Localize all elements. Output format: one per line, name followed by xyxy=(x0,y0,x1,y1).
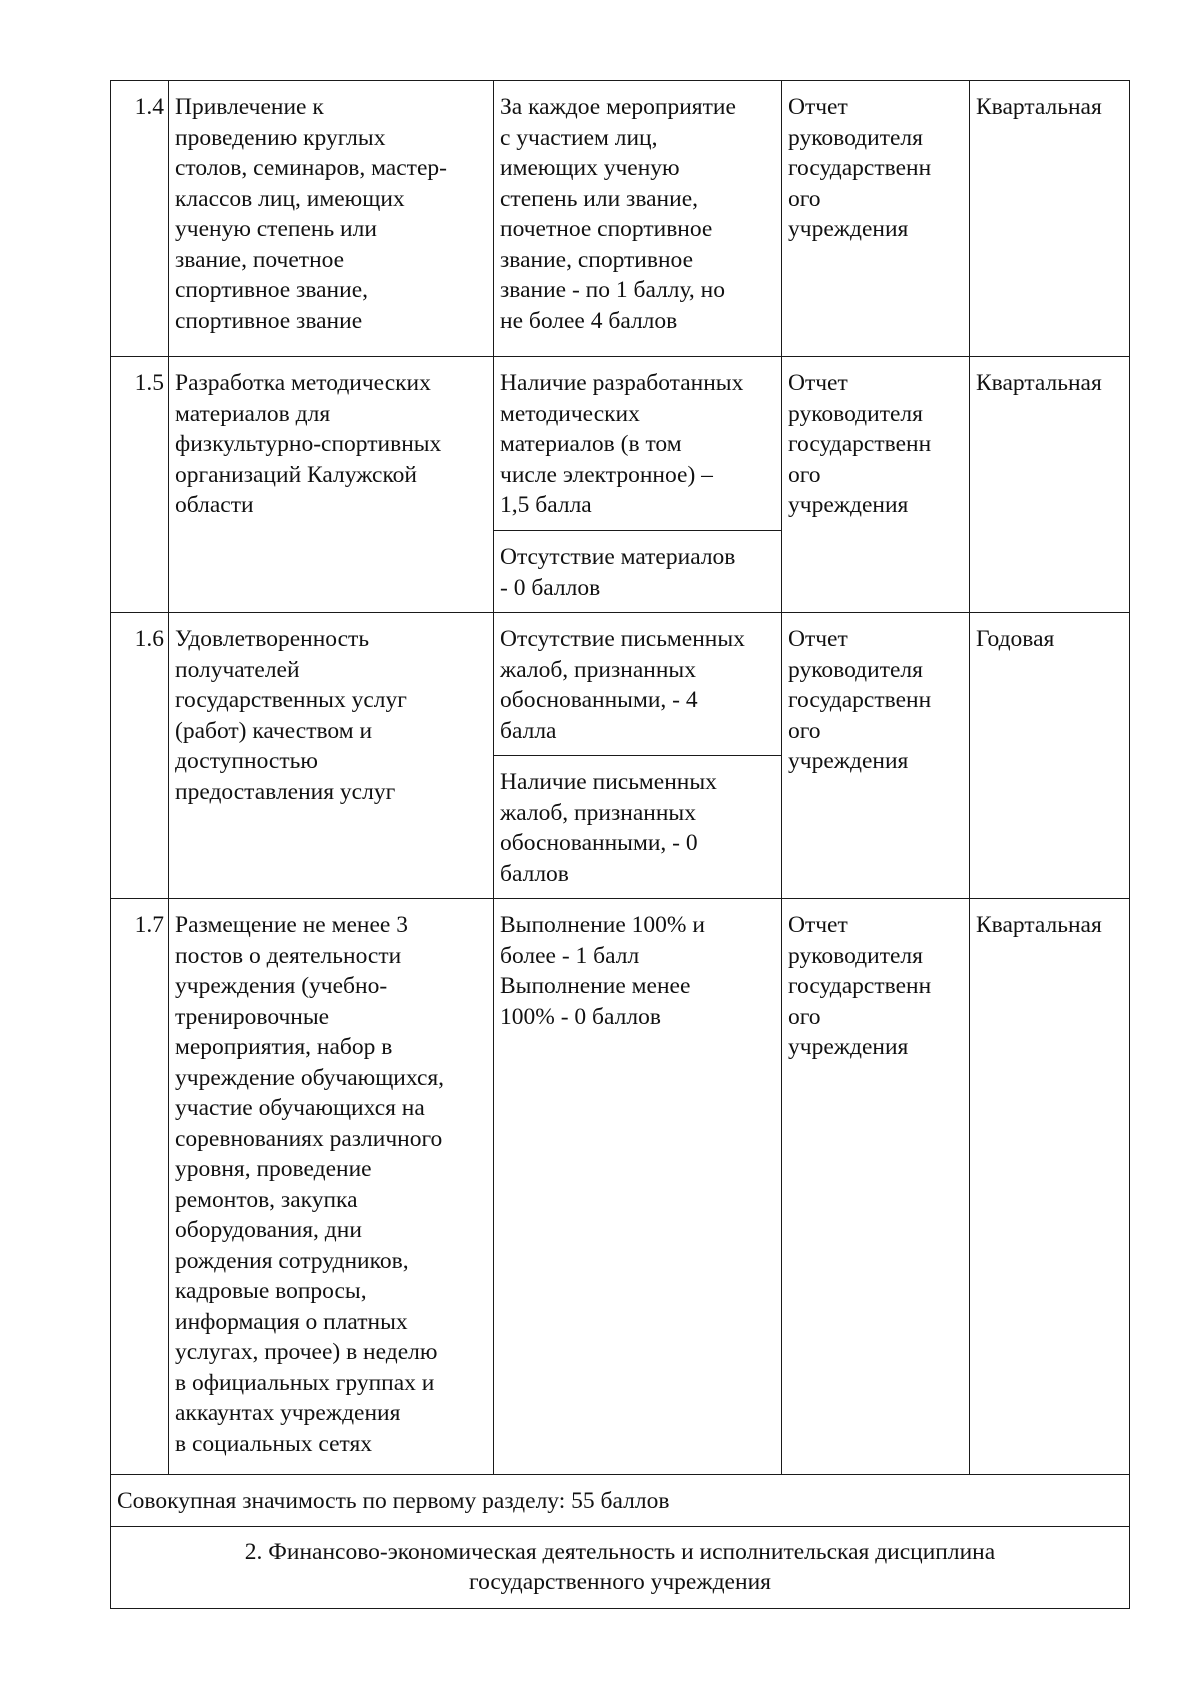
row-number: 1.7 xyxy=(111,899,169,1475)
document-page xyxy=(110,80,1129,1609)
source-cell: Отчет руководителя государственн ого учреждения xyxy=(782,613,970,899)
criteria-cell: За каждое мероприятие с участием лиц, имеющих ученую степень или звание, почетное спортивное звание, спортивное звание - по 1 баллу, но не более 4 баллов xyxy=(494,81,782,357)
criteria-cell: Наличие письменных жалоб, признанных обоснованными, - 0 баллов xyxy=(494,756,782,899)
section-heading: 2. Финансово-экономическая деятельность и исполнительская дисциплина государственного учреждения xyxy=(111,1526,1130,1608)
indicator-cell: Удовлетворенность получателей государственных услуг (работ) качеством и доступностью предоставления услуг xyxy=(169,613,494,899)
table-row-1-6 xyxy=(111,613,1130,756)
criteria-cell: Отсутствие письменных жалоб, признанных обоснованными, - 4 балла xyxy=(494,613,782,756)
total-text: Совокупная значимость по первому разделу: 55 баллов xyxy=(111,1475,1130,1527)
table-row-1-7 xyxy=(111,899,1130,1475)
criteria-cell: Наличие разработанных методических материалов (в том числе электронное) – 1,5 балла xyxy=(494,357,782,531)
period-cell: Годовая xyxy=(970,613,1130,899)
period-cell: Квартальная xyxy=(970,899,1130,1475)
source-cell: Отчет руководителя государственн ого учреждения xyxy=(782,81,970,357)
indicator-cell: Разработка методических материалов для физкультурно-спортивных организаций Калужской области xyxy=(169,357,494,613)
row-number: 1.6 xyxy=(111,613,169,899)
indicator-cell: Размещение не менее 3 постов о деятельности учреждения (учебно- тренировочные мероприятия, набор в учреждение обучающихся, участие обучающихся на соревнованиях различного уровня, проведение ремонтов, закупка оборудования, дни рождения сотрудников, кадровые вопросы, информация о платных услугах, прочее) в неделю в официальных группах и аккаунтах учреждения в социальных сетях xyxy=(169,899,494,1475)
source-cell: Отчет руководителя государственн ого учреждения xyxy=(782,899,970,1475)
criteria-table xyxy=(110,80,1130,1609)
row-number: 1.4 xyxy=(111,81,169,357)
total-row xyxy=(111,1475,1130,1527)
period-cell: Квартальная xyxy=(970,81,1130,357)
criteria-cell: Выполнение 100% и более - 1 балл Выполнение менее 100% - 0 баллов xyxy=(494,899,782,1475)
row-number: 1.5 xyxy=(111,357,169,613)
indicator-cell: Привлечение к проведению круглых столов, семинаров, мастер- классов лиц, имеющих ученую степень или звание, почетное спортивное звание, спортивное звание xyxy=(169,81,494,357)
table-row-1-4 xyxy=(111,81,1130,357)
source-cell: Отчет руководителя государственн ого учреждения xyxy=(782,357,970,613)
table-row-1-5 xyxy=(111,357,1130,531)
section-heading-row xyxy=(111,1526,1130,1608)
criteria-cell: Отсутствие материалов - 0 баллов xyxy=(494,531,782,613)
period-cell: Квартальная xyxy=(970,357,1130,613)
